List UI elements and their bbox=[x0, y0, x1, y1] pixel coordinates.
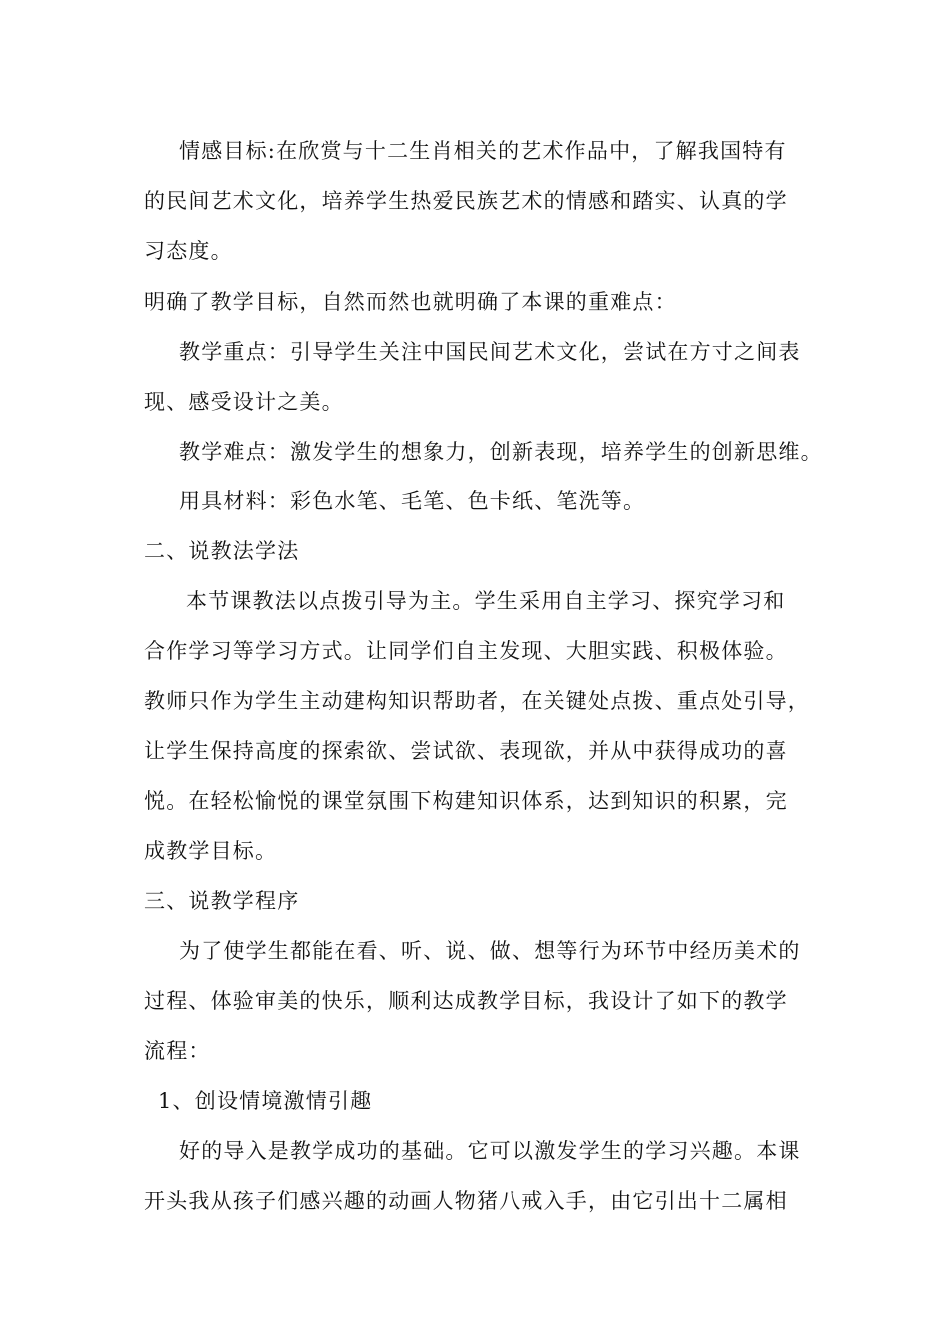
text-line: 流程： bbox=[144, 1039, 211, 1063]
text-line: 用具材料：彩色水笔、毛笔、色卡纸、笔洗等。 bbox=[179, 489, 646, 513]
text-line: 教学重点：引导学生关注中国民间艺术文化，尝试在方寸之间表 bbox=[179, 340, 801, 364]
text-line: 教师只作为学生主动建构知识帮助者，在关键处点拨、重点处引导， bbox=[144, 689, 810, 713]
text-line: 开头我从孩子们感兴趣的动画人物猪八戒入手，由它引出十二属相 bbox=[144, 1189, 788, 1213]
text-line: 习态度。 bbox=[144, 239, 233, 263]
text-line: 让学生保持高度的探索欲、尝试欲、表现欲，并从中获得成功的喜 bbox=[144, 739, 788, 763]
text-line: 教学难点：激发学生的想象力，创新表现，培养学生的创新思维。 bbox=[179, 440, 823, 464]
text-line: 明确了教学目标，自然而然也就明确了本课的重难点： bbox=[144, 290, 677, 314]
text-line: 现、感受设计之美。 bbox=[144, 390, 344, 414]
text-line: 好的导入是教学成功的基础。它可以激发学生的学习兴趣。本课 bbox=[179, 1139, 801, 1163]
text-line: 成教学目标。 bbox=[144, 839, 278, 863]
text-line: 情感目标:在欣赏与十二生肖相关的艺术作品中，了解我国特有 bbox=[179, 139, 787, 163]
text-line: 悦。在轻松愉悦的课堂氛围下构建知识体系，达到知识的积累，完 bbox=[144, 789, 788, 813]
text-line: 本节课教法以点拨引导为主。学生采用自主学习、探究学习和 bbox=[186, 589, 786, 613]
text-line: 三、说教学程序 bbox=[144, 889, 300, 913]
text-line: 1、创设情境激情引趣 bbox=[158, 1089, 373, 1113]
text-line: 的民间艺术文化，培养学生热爱民族艺术的情感和踏实、认真的学 bbox=[144, 189, 788, 213]
text-line: 合作学习等学习方式。让同学们自主发现、大胆实践、积极体验。 bbox=[144, 639, 788, 663]
text-line: 过程、体验审美的快乐，顺利达成教学目标，我设计了如下的教学 bbox=[144, 989, 788, 1013]
text-line: 二、说教法学法 bbox=[144, 539, 300, 563]
text-line: 为了使学生都能在看、听、说、做、想等行为环节中经历美术的 bbox=[179, 939, 801, 963]
